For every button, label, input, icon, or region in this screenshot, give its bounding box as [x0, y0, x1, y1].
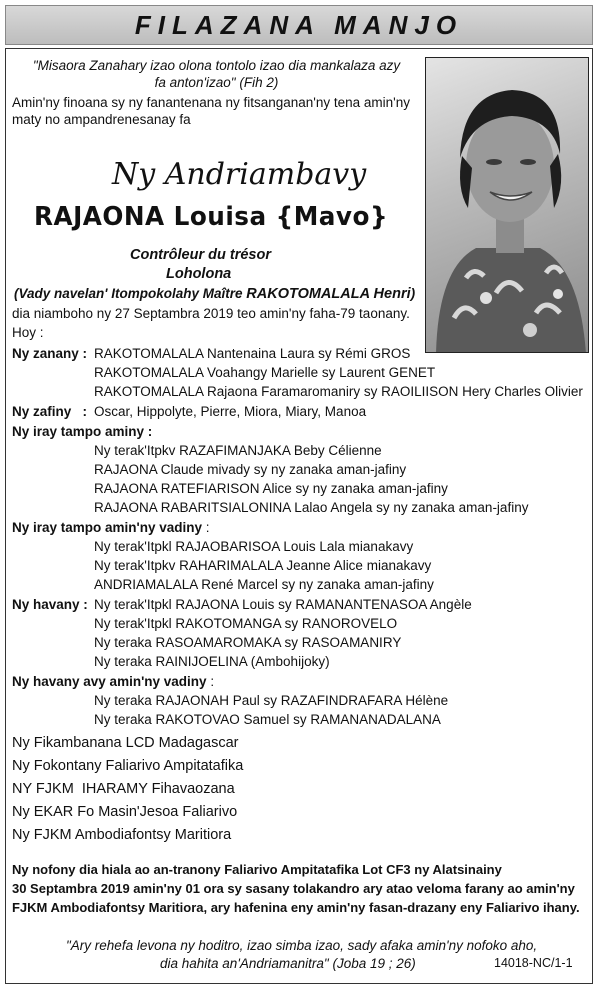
spouse-relatives-colon: :	[206, 674, 215, 689]
opening-quote-line-1: "Misaora Zanahary izao olona tontolo izao dia mankalaza azy	[32, 58, 401, 73]
siblings-entry: RAJAONA Claude mivady sy ny zanaka aman-jafiny	[94, 462, 407, 477]
children-entry: RAKOTOMALALA Nantenaina Laura sy Rémi GROS	[94, 346, 411, 361]
spouse-siblings-entry: Ny terak'Itpkl RAJAOBARISOA Louis Lala mianakavy	[94, 539, 414, 554]
organization-entry: Ny FJKM Ambodiafontsy Maritiora	[12, 827, 232, 843]
intro-line-2: maty no ampandrenesanay fa	[12, 112, 191, 127]
spouse-relatives-label: Ny havany avy amin'ny vadiny	[12, 674, 207, 689]
spouse-name: RAKOTOMALALA Henri	[246, 286, 411, 302]
notice-title: FILAZANA MANJO	[134, 10, 464, 40]
spouse-siblings-label: Ny iray tampo amin'ny vadiny	[12, 520, 203, 535]
funeral-info-line-3: FJKM Ambodiafontsy Maritiora, ary hafenina eny amin'ny fasan-drazany eny Faliarivo ihany.	[12, 900, 580, 915]
spouse-siblings-entry: Ny terak'Itpkv RAHARIMALALA Jeanne Alice mianakavy	[94, 558, 432, 573]
death-announcement: dia niamboho ny 27 Septambra 2019 teo amin'ny faha-79 taonany.	[12, 306, 410, 321]
spouse-siblings-heading	[12, 519, 210, 536]
siblings-entry: Ny terak'Itpkv RAZAFIMANJAKA Beby Célienne	[94, 443, 382, 458]
relatives-label: Ny havany :	[12, 597, 88, 612]
siblings-entry: RAJAONA RABARITSIALONINA Lalao Angela sy ny zanaka aman-jafiny	[94, 500, 529, 515]
spouse-relatives-heading	[12, 673, 214, 690]
children-label: Ny zanany :	[12, 346, 88, 361]
deceased-role: Contrôleur du trésor	[130, 247, 271, 263]
honorific: Ny Andriambavy	[112, 157, 367, 192]
spouse-suffix: )	[410, 286, 416, 301]
children-entry: RAKOTOMALALA Rajaona Faramaromaniry sy RAOILIISON Hery Charles Olivier	[94, 384, 583, 399]
children-entry: RAKOTOMALALA Voahangy Marielle sy Laurent GENET	[94, 365, 436, 380]
organization-entry: NY FJKM IHARAMY Fihavaozana	[12, 781, 235, 797]
closing-quote-line-2: dia hahita an'Andriamanitra" (Joba 19 ; 26)	[160, 956, 416, 971]
portrait-illustration	[426, 58, 589, 353]
funeral-info-line-1: Ny nofony dia hiala ao an-tranony Faliarivo Ampitatafika Lot CF3 ny Alatsinainy	[12, 862, 502, 877]
siblings-label: Ny iray tampo aminy :	[12, 424, 153, 439]
relatives-entry: Ny teraka RASOAMAROMAKA sy RASOAMANIRY	[94, 635, 402, 650]
intro-line-1: Amin'ny finoana sy ny fanantenana ny fitsanganan'ny tena amin'ny	[12, 95, 410, 110]
relatives-entry: Ny terak'Itpkl RAJAONA Louis sy RAMANANTENASOA Angèle	[94, 597, 472, 612]
organization-entry: Ny Fokontany Faliarivo Ampitatafika	[12, 758, 244, 774]
organization-entry: Ny Fikambanana LCD Madagascar	[12, 735, 239, 751]
notice-banner	[5, 5, 593, 45]
portrait-photo	[425, 57, 589, 353]
spouse-prefix: (Vady navelan' Itompokolahy Maître	[14, 286, 247, 301]
siblings-entry: RAJAONA RATEFIARISON Alice sy ny zanaka aman-jafiny	[94, 481, 448, 496]
spouse-line	[14, 285, 415, 303]
opening-quote-line-2: fa anton'izao" (Fih 2)	[154, 75, 279, 90]
organization-entry: Ny EKAR Fo Masin'Jesoa Faliarivo	[12, 804, 238, 820]
hoy-label: Hoy :	[12, 325, 44, 340]
spouse-siblings-entry: ANDRIAMALALA René Marcel sy ny zanaka aman-jafiny	[94, 577, 434, 592]
spouse-siblings-colon: :	[202, 520, 210, 535]
closing-quote-line-1: "Ary rehefa levona ny hoditro, izao simba izao, sady afaka amin'ny nofoko aho,	[66, 938, 538, 953]
grandchildren-list: Oscar, Hippolyte, Pierre, Miora, Miary, Manoa	[94, 404, 367, 419]
grandchildren-label: Ny zafiny :	[12, 404, 88, 419]
reference-code: 14018-NC/1-1	[494, 956, 573, 970]
relatives-entry: Ny teraka RAINIJOELINA (Ambohijoky)	[94, 654, 330, 669]
relatives-entry: Ny terak'Itpkl RAKOTOMANGA sy RANOROVELO	[94, 616, 398, 631]
spouse-relatives-entry: Ny teraka RAJAONAH Paul sy RAZAFINDRAFARA Hélène	[94, 693, 449, 708]
funeral-info-line-2: 30 Septambra 2019 amin'ny 01 ora sy sasany tolakandro ary atao veloma farany ao amin'ny	[12, 881, 575, 896]
deceased-name: RAJAONA Louisa {Mavo}	[34, 202, 389, 232]
deceased-role-2: Loholona	[166, 266, 232, 282]
spouse-relatives-entry: Ny teraka RAKOTOVAO Samuel sy RAMANANADALANA	[94, 712, 441, 727]
